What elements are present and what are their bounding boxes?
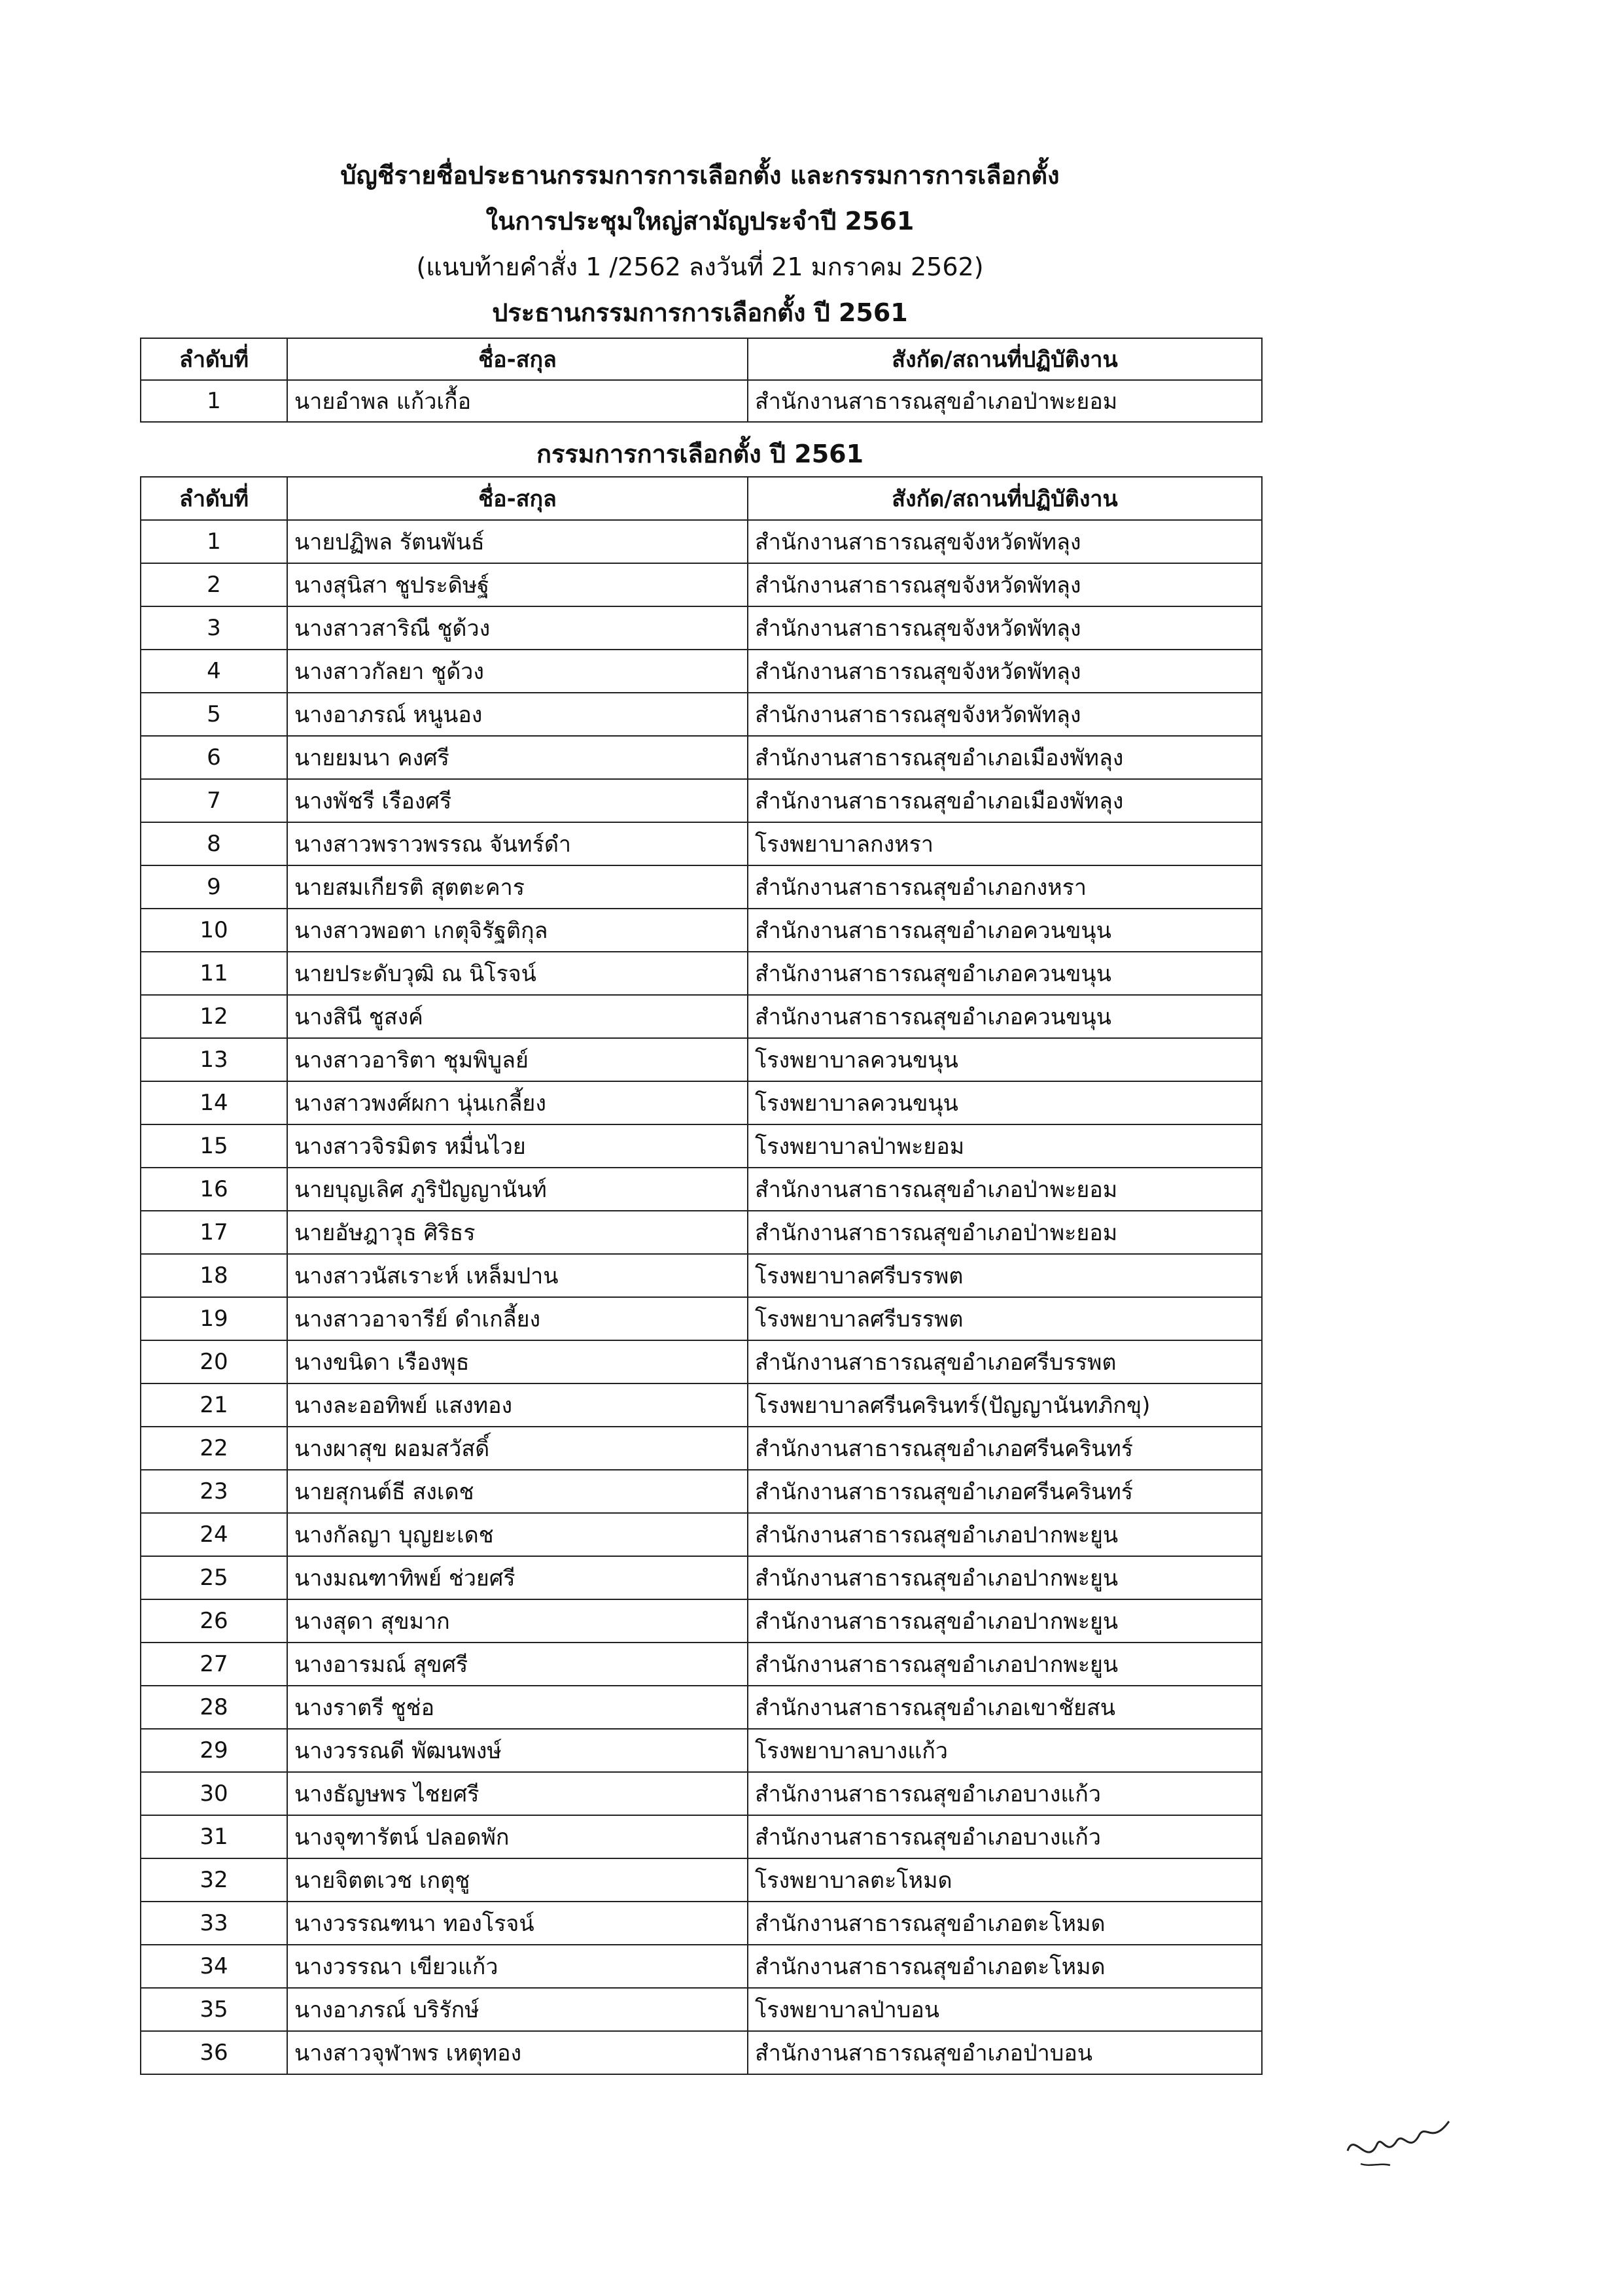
table-row xyxy=(141,380,1262,422)
row-name: นางสาวพอตา เกตุจิรัฐติกุล xyxy=(287,909,748,952)
row-office: สำนักงานสาธารณสุขอำเภอศรีบรรพต xyxy=(748,1340,1262,1383)
row-office: สำนักงานสาธารณสุขอำเภอปากพะยูน xyxy=(748,1599,1262,1643)
row-name: นายบุญเลิศ ภูริปัญญานันท์ xyxy=(287,1168,748,1211)
row-name: นางผาสุข ผอมสวัสดิ์ xyxy=(287,1427,748,1470)
table-row xyxy=(141,2031,1262,2074)
row-name: นายสุกนต์ธี สงเดช xyxy=(287,1470,748,1513)
table-row xyxy=(141,736,1262,779)
committee-table xyxy=(140,476,1263,2075)
table-row xyxy=(141,952,1262,995)
row-office: สำนักงานสาธารณสุขจังหวัดพัทลุง xyxy=(748,606,1262,650)
table-row xyxy=(141,520,1262,563)
table-row xyxy=(141,1254,1262,1297)
row-office: โรงพยาบาลศรีบรรพต xyxy=(748,1297,1262,1340)
document-title: บัญชีรายชื่อประธานกรรมการการเลือกตั้ง และกรรมการการเลือกตั้ง xyxy=(340,161,1060,190)
row-name: นางธัญษพร ไชยศรี xyxy=(287,1772,748,1815)
row-office: สำนักงานสาธารณสุขอำเภอปากพะยูน xyxy=(748,1643,1262,1686)
header-name: ชื่อ-สกุล xyxy=(287,338,748,380)
row-number: 1 xyxy=(141,520,287,563)
row-name: นายจิตตเวช เกตุชู xyxy=(287,1858,748,1902)
header-no: ลำดับที่ xyxy=(141,477,287,520)
row-name: นางขนิดา เรืองพุธ xyxy=(287,1340,748,1383)
table-row xyxy=(141,1772,1262,1815)
row-office: สำนักงานสาธารณสุขอำเภอบางแก้ว xyxy=(748,1815,1262,1858)
chairman-table xyxy=(140,338,1263,423)
table-row xyxy=(141,909,1262,952)
table-row xyxy=(141,1643,1262,1686)
row-name: นางวรรณดี พัฒนพงษ์ xyxy=(287,1729,748,1772)
row-number: 5 xyxy=(141,693,287,736)
row-name: นายสมเกียรติ สุตตะคาร xyxy=(287,865,748,909)
row-name: นางสาวจุฬาพร เหตุทอง xyxy=(287,2031,748,2074)
row-number: 13 xyxy=(141,1038,287,1081)
row-office: สำนักงานสาธารณสุขอำเภอปากพะยูน xyxy=(748,1556,1262,1599)
row-office: โรงพยาบาลป่าพะยอม xyxy=(748,1124,1262,1168)
row-name: นางจุฑารัตน์ ปลอดพัก xyxy=(287,1815,748,1858)
document-subtitle: ในการประชุมใหญ่สามัญประจำปี 2561 xyxy=(485,207,915,235)
row-number: 31 xyxy=(141,1815,287,1858)
row-name: นายอัษฎาวุธ ศิริธร xyxy=(287,1211,748,1254)
row-number: 17 xyxy=(141,1211,287,1254)
table-header-row xyxy=(141,477,1262,520)
row-number: 11 xyxy=(141,952,287,995)
table-row xyxy=(141,995,1262,1038)
table-row xyxy=(141,1902,1262,1945)
row-name: นางสาวสาริณี ชูด้วง xyxy=(287,606,748,650)
table-row xyxy=(141,1081,1262,1124)
row-number: 1 xyxy=(141,380,287,422)
table-header-row xyxy=(141,338,1262,380)
table-row xyxy=(141,1211,1262,1254)
row-number: 10 xyxy=(141,909,287,952)
table-row xyxy=(141,1427,1262,1470)
row-number: 29 xyxy=(141,1729,287,1772)
table-row xyxy=(141,1945,1262,1988)
row-number: 34 xyxy=(141,1945,287,1988)
table-row xyxy=(141,650,1262,693)
row-name: นางสาวกัลยา ชูด้วง xyxy=(287,650,748,693)
header-name: ชื่อ-สกุล xyxy=(287,477,748,520)
row-name: นายประดับวุฒิ ณ นิโรจน์ xyxy=(287,952,748,995)
row-number: 8 xyxy=(141,822,287,865)
row-office: สำนักงานสาธารณสุขอำเภอควนขนุน xyxy=(748,995,1262,1038)
row-office: สำนักงานสาธารณสุขอำเภอบางแก้ว xyxy=(748,1772,1262,1815)
table-row xyxy=(141,1815,1262,1858)
row-name: นายยมนา คงศรี xyxy=(287,736,748,779)
row-number: 20 xyxy=(141,1340,287,1383)
table-row xyxy=(141,1988,1262,2031)
row-number: 35 xyxy=(141,1988,287,2031)
row-number: 2 xyxy=(141,563,287,606)
header-office: สังกัด/สถานที่ปฏิบัติงาน xyxy=(748,477,1262,520)
row-name: นางสาวอาจารีย์ ดำเกลี้ยง xyxy=(287,1297,748,1340)
row-number: 24 xyxy=(141,1513,287,1556)
row-office: โรงพยาบาลควนขนุน xyxy=(748,1038,1262,1081)
row-number: 21 xyxy=(141,1383,287,1427)
row-office: สำนักงานสาธารณสุขอำเภอป่าพะยอม xyxy=(748,380,1262,422)
handwritten-signature xyxy=(1341,2105,1459,2177)
row-office: สำนักงานสาธารณสุขอำเภอป่าพะยอม xyxy=(748,1168,1262,1211)
row-office: สำนักงานสาธารณสุขอำเภอป่าบอน xyxy=(748,2031,1262,2074)
row-name: นายอำพล แก้วเกื้อ xyxy=(287,380,748,422)
table-row xyxy=(141,1599,1262,1643)
row-name: นางอาภรณ์ หนูนอง xyxy=(287,693,748,736)
row-number: 9 xyxy=(141,865,287,909)
row-office: สำนักงานสาธารณสุขจังหวัดพัทลุง xyxy=(748,693,1262,736)
row-number: 22 xyxy=(141,1427,287,1470)
row-office: สำนักงานสาธารณสุขอำเภอตะโหมด xyxy=(748,1945,1262,1988)
row-name: นางสินี ชูสงค์ xyxy=(287,995,748,1038)
table-row xyxy=(141,1729,1262,1772)
row-office: สำนักงานสาธารณสุขจังหวัดพัทลุง xyxy=(748,520,1262,563)
table-row xyxy=(141,1858,1262,1902)
row-office: สำนักงานสาธารณสุขอำเภอเขาชัยสน xyxy=(748,1686,1262,1729)
table-row xyxy=(141,563,1262,606)
row-name: นายปฏิพล รัตนพันธ์ xyxy=(287,520,748,563)
row-number: 36 xyxy=(141,2031,287,2074)
row-office: สำนักงานสาธารณสุขอำเภอควนขนุน xyxy=(748,909,1262,952)
row-number: 33 xyxy=(141,1902,287,1945)
row-office: โรงพยาบาลตะโหมด xyxy=(748,1858,1262,1902)
row-name: นางกัลญา บุญยะเดช xyxy=(287,1513,748,1556)
row-office: โรงพยาบาลกงหรา xyxy=(748,822,1262,865)
row-office: สำนักงานสาธารณสุขอำเภอป่าพะยอม xyxy=(748,1211,1262,1254)
table-row xyxy=(141,779,1262,822)
header-office: สังกัด/สถานที่ปฏิบัติงาน xyxy=(748,338,1262,380)
row-number: 7 xyxy=(141,779,287,822)
row-office: สำนักงานสาธารณสุขอำเภอศรีนครินทร์ xyxy=(748,1427,1262,1470)
row-name: นางราตรี ชูช่อ xyxy=(287,1686,748,1729)
row-office: โรงพยาบาลศรีบรรพต xyxy=(748,1254,1262,1297)
row-office: โรงพยาบาลป่าบอน xyxy=(748,1988,1262,2031)
table-row xyxy=(141,1556,1262,1599)
order-reference: (แนบท้ายคำสั่ง 1 /2562 ลงวันที่ 21 มกราคม 2562) xyxy=(416,252,984,281)
row-office: สำนักงานสาธารณสุขอำเภอตะโหมด xyxy=(748,1902,1262,1945)
table-row xyxy=(141,1470,1262,1513)
row-office: สำนักงานสาธารณสุขอำเภอกงหรา xyxy=(748,865,1262,909)
row-office: โรงพยาบาลบางแก้ว xyxy=(748,1729,1262,1772)
row-number: 16 xyxy=(141,1168,287,1211)
table-row xyxy=(141,1038,1262,1081)
table-row xyxy=(141,822,1262,865)
row-name: นางมณฑาทิพย์ ช่วยศรี xyxy=(287,1556,748,1599)
row-number: 26 xyxy=(141,1599,287,1643)
table-row xyxy=(141,1686,1262,1729)
row-number: 6 xyxy=(141,736,287,779)
table-row xyxy=(141,693,1262,736)
table-row xyxy=(141,1124,1262,1168)
row-office: สำนักงานสาธารณสุขอำเภอเมืองพัทลุง xyxy=(748,736,1262,779)
header-no: ลำดับที่ xyxy=(141,338,287,380)
table-row xyxy=(141,1340,1262,1383)
row-number: 32 xyxy=(141,1858,287,1902)
row-number: 27 xyxy=(141,1643,287,1686)
row-number: 4 xyxy=(141,650,287,693)
row-name: นางอารมณ์ สุขศรี xyxy=(287,1643,748,1686)
row-office: สำนักงานสาธารณสุขอำเภอเมืองพัทลุง xyxy=(748,779,1262,822)
row-office: โรงพยาบาลศรีนครินทร์(ปัญญานันทภิกขุ) xyxy=(748,1383,1262,1427)
row-name: นางพัชรี เรืองศรี xyxy=(287,779,748,822)
row-name: นางสุนิสา ชูประดิษฐ์ xyxy=(287,563,748,606)
section-committee-title: กรรมการการเลือกตั้ง ปี 2561 xyxy=(536,440,864,468)
table-row xyxy=(141,606,1262,650)
row-number: 18 xyxy=(141,1254,287,1297)
row-number: 28 xyxy=(141,1686,287,1729)
row-number: 19 xyxy=(141,1297,287,1340)
row-name: นางสาวอาริตา ชุมพิบูลย์ xyxy=(287,1038,748,1081)
row-name: นางสาวพราวพรรณ จันทร์ดำ xyxy=(287,822,748,865)
row-number: 25 xyxy=(141,1556,287,1599)
row-number: 30 xyxy=(141,1772,287,1815)
row-office: สำนักงานสาธารณสุขอำเภอปากพะยูน xyxy=(748,1513,1262,1556)
row-name: นางวรรณา เขียวแก้ว xyxy=(287,1945,748,1988)
row-name: นางสาวนัสเราะห์ เหล็มปาน xyxy=(287,1254,748,1297)
row-office: สำนักงานสาธารณสุขจังหวัดพัทลุง xyxy=(748,563,1262,606)
row-name: นางวรรณฑนา ทองโรจน์ xyxy=(287,1902,748,1945)
row-name: นางสาวพงศ์ผกา นุ่นเกลี้ยง xyxy=(287,1081,748,1124)
row-name: นางสุดา สุขมาก xyxy=(287,1599,748,1643)
row-name: นางละออทิพย์ แสงทอง xyxy=(287,1383,748,1427)
table-row xyxy=(141,1383,1262,1427)
row-name: นางสาวจิรมิตร หมื่นไวย xyxy=(287,1124,748,1168)
row-number: 15 xyxy=(141,1124,287,1168)
table-row xyxy=(141,865,1262,909)
row-office: สำนักงานสาธารณสุขอำเภอควนขนุน xyxy=(748,952,1262,995)
table-row xyxy=(141,1168,1262,1211)
row-office: สำนักงานสาธารณสุขอำเภอศรีนครินทร์ xyxy=(748,1470,1262,1513)
row-office: สำนักงานสาธารณสุขจังหวัดพัทลุง xyxy=(748,650,1262,693)
table-row xyxy=(141,1513,1262,1556)
row-office: โรงพยาบาลควนขนุน xyxy=(748,1081,1262,1124)
table-row xyxy=(141,1297,1262,1340)
row-number: 14 xyxy=(141,1081,287,1124)
row-name: นางอาภรณ์ บริรักษ์ xyxy=(287,1988,748,2031)
section-chairman-title: ประธานกรรมการการเลือกตั้ง ปี 2561 xyxy=(492,298,908,327)
row-number: 12 xyxy=(141,995,287,1038)
row-number: 23 xyxy=(141,1470,287,1513)
row-number: 3 xyxy=(141,606,287,650)
